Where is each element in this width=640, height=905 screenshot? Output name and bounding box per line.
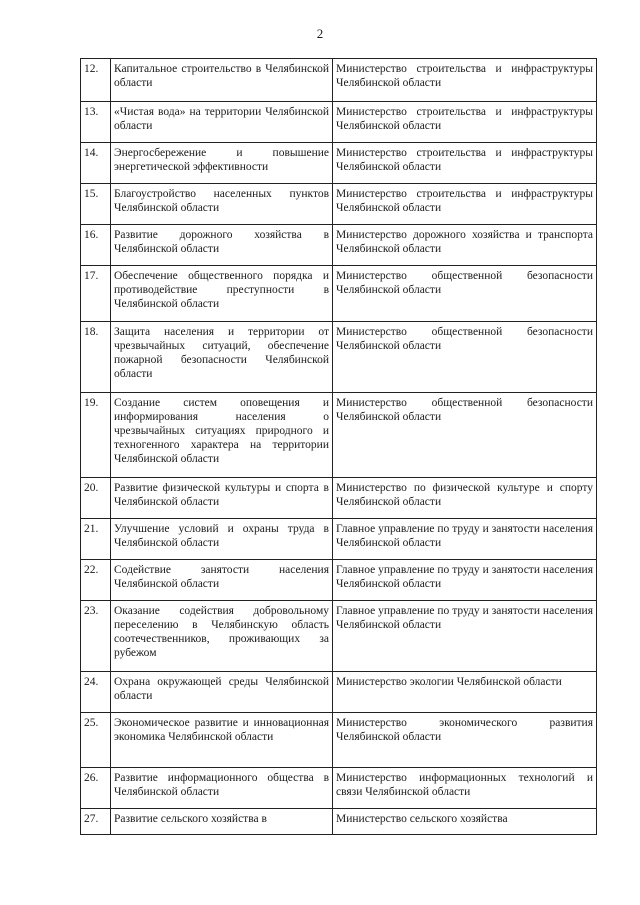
responsible-ministry: Министерство общественной безопасности Челябинской области	[333, 266, 597, 322]
program-name: Содействие занятости населения Челябинской области	[111, 560, 333, 601]
table-row	[81, 560, 597, 601]
table-row	[81, 59, 597, 102]
program-name: Обеспечение общественного порядка и противодействие преступности в Челябинской области	[111, 266, 333, 322]
table-row	[81, 143, 597, 184]
row-number: 22.	[81, 560, 111, 601]
program-name: Развитие физической культуры и спорта в Челябинской области	[111, 478, 333, 519]
responsible-ministry: Главное управление по труду и занятости населения Челябинской области	[333, 519, 597, 560]
program-name: Развитие сельского хозяйства в	[111, 809, 333, 835]
program-name: Капитальное строительство в Челябинской области	[111, 59, 333, 102]
program-name: Улучшение условий и охраны труда в Челябинской области	[111, 519, 333, 560]
row-number: 23.	[81, 601, 111, 672]
table-row	[81, 225, 597, 266]
row-number: 17.	[81, 266, 111, 322]
table-row	[81, 102, 597, 143]
row-number: 21.	[81, 519, 111, 560]
table-row	[81, 266, 597, 322]
program-name: Охрана окружающей среды Челябинской области	[111, 672, 333, 713]
program-name: Защита населения и территории от чрезвычайных ситуаций, обеспечение пожарной безопасности Челябинской области	[111, 322, 333, 393]
responsible-ministry: Министерство строительства и инфраструктуры Челябинской области	[333, 102, 597, 143]
responsible-ministry: Министерство дорожного хозяйства и транспорта Челябинской области	[333, 225, 597, 266]
table-row	[81, 672, 597, 713]
program-name: Развитие информационного общества в Челябинской области	[111, 768, 333, 809]
responsible-ministry: Министерство экологии Челябинской области	[333, 672, 597, 713]
table-row	[81, 393, 597, 478]
program-name: Экономическое развитие и инновационная экономика Челябинской области	[111, 713, 333, 768]
program-name: «Чистая вода» на территории Челябинской области	[111, 102, 333, 143]
responsible-ministry: Министерство общественной безопасности Челябинской области	[333, 393, 597, 478]
row-number: 18.	[81, 322, 111, 393]
row-number: 20.	[81, 478, 111, 519]
responsible-ministry: Министерство строительства и инфраструктуры Челябинской области	[333, 143, 597, 184]
responsible-ministry: Министерство сельского хозяйства	[333, 809, 597, 835]
row-number: 26.	[81, 768, 111, 809]
responsible-ministry: Министерство по физической культуре и спорту Челябинской области	[333, 478, 597, 519]
responsible-ministry: Главное управление по труду и занятости населения Челябинской области	[333, 560, 597, 601]
table-row	[81, 322, 597, 393]
responsible-ministry: Министерство строительства и инфраструктуры Челябинской области	[333, 59, 597, 102]
table-row	[81, 713, 597, 768]
program-name: Развитие дорожного хозяйства в Челябинской области	[111, 225, 333, 266]
row-number: 24.	[81, 672, 111, 713]
row-number: 19.	[81, 393, 111, 478]
table-row	[81, 184, 597, 225]
row-number: 13.	[81, 102, 111, 143]
row-number: 15.	[81, 184, 111, 225]
responsible-ministry: Министерство строительства и инфраструктуры Челябинской области	[333, 184, 597, 225]
program-name: Благоустройство населенных пунктов Челябинской области	[111, 184, 333, 225]
row-number: 14.	[81, 143, 111, 184]
responsible-ministry: Министерство общественной безопасности Челябинской области	[333, 322, 597, 393]
program-name: Энергосбережение и повышение энергетической эффективности	[111, 143, 333, 184]
row-number: 25.	[81, 713, 111, 768]
responsible-ministry: Министерство информационных технологий и связи Челябинской области	[333, 768, 597, 809]
row-number: 12.	[81, 59, 111, 102]
table-row	[81, 809, 597, 835]
responsible-ministry: Главное управление по труду и занятости населения Челябинской области	[333, 601, 597, 672]
programs-table	[80, 58, 597, 835]
page-number: 2	[316, 26, 324, 41]
program-name: Создание систем оповещения и информирования населения о чрезвычайных ситуациях природного и техногенного характера на территории Челябинской области	[111, 393, 333, 478]
table-row	[81, 768, 597, 809]
row-number: 27.	[81, 809, 111, 835]
row-number: 16.	[81, 225, 111, 266]
responsible-ministry: Министерство экономического развития Челябинской области	[333, 713, 597, 768]
table-row	[81, 478, 597, 519]
table-row	[81, 601, 597, 672]
program-name: Оказание содействия добровольному переселению в Челябинскую область соотечественников, проживающих за рубежом	[111, 601, 333, 672]
table-row	[81, 519, 597, 560]
